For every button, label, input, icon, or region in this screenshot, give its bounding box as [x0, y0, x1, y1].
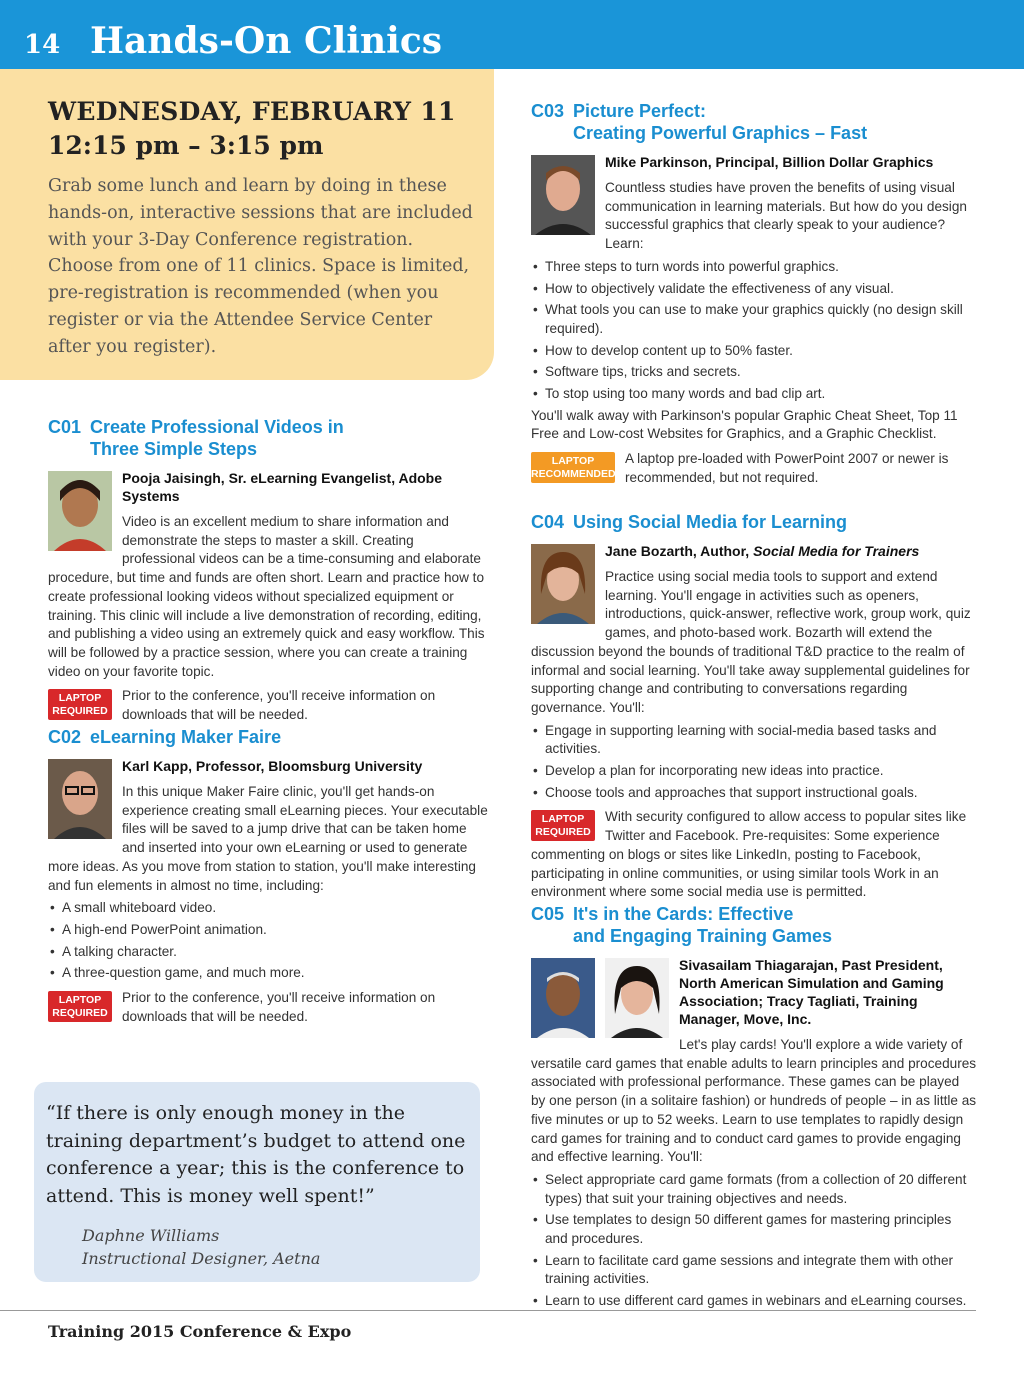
session-code: C04 — [531, 512, 565, 532]
session-title: C03 Picture Perfect: Creating Powerful Graphics – Fast — [531, 101, 868, 143]
quote-author-role: Instructional Designer, Aetna — [82, 1249, 321, 1268]
note-text: Prior to the conference, you'll receive information on downloads that will be needed. — [122, 688, 436, 723]
page-header — [0, 0, 1024, 69]
laptop-recommended-badge: LAPTOP RECOMMENDED — [531, 452, 615, 483]
note-text: A laptop pre-loaded with PowerPoint 2007 or newer is recommended, but not required. — [625, 451, 949, 485]
list-item: • How to develop content up to 50% faster. — [533, 342, 793, 358]
list-item: • Choose tools and approaches that support instructional goals. — [533, 784, 918, 800]
session-code: C01 — [48, 417, 82, 437]
bullet-list — [531, 722, 977, 803]
session-code: C05 — [531, 904, 565, 924]
intro-day: WEDNESDAY, FEBRUARY 11 — [48, 97, 456, 126]
session-note — [48, 989, 490, 1026]
session-title: C05 It's in the Cards: Effective and Engaging Training Games — [531, 904, 833, 946]
session-description: Countless studies have proven the benefits of using visual communication in learning materials. But how do you design successful graphics that clearly speak to your audience? Learn: — [605, 180, 967, 252]
laptop-required-badge: LAPTOP REQUIRED — [48, 991, 112, 1022]
session-code: C03 — [531, 101, 565, 121]
list-item: • Use templates to design 50 different games for mastering principles and procedures. — [533, 1212, 952, 1247]
note-text: Prior to the conference, you'll receive information on downloads that will be needed. — [122, 990, 436, 1024]
bullet-list — [48, 899, 490, 983]
list-item: • Three steps to turn words into powerful graphics. — [533, 258, 839, 274]
speaker-photo — [531, 958, 595, 1038]
list-item: • To stop using too many words and bad clip art. — [533, 386, 826, 402]
speaker-photo — [531, 544, 595, 624]
session-note — [48, 687, 490, 724]
speaker-photo — [605, 958, 669, 1038]
page-title: Hands-On Clinics — [90, 20, 443, 62]
list-item: • How to objectively validate the effectiveness of any visual. — [533, 280, 894, 296]
speaker-name: Pooja Jaisingh, Sr. eLearning Evangelist, Adobe Systems — [122, 470, 443, 504]
session-description: Practice using social media tools to support and extend learning. You'll engage in activities such as openers, introductions, quick-answer, reflective work, group work, quiz games, and photo-based work. Bozarth will extend the discussion beyond the bounds of traditional T&D practice to the realm of informal and social learning. You'll take away supplemental guidelines for supporting change and contributing to conversations regarding governance. You'll: — [531, 569, 971, 715]
list-item: • A high-end PowerPoint animation. — [50, 921, 267, 937]
footer-divider — [0, 1310, 976, 1311]
page-number: 14 — [24, 30, 61, 60]
session-takeaway: You'll walk away with Parkinson's popular Graphic Cheat Sheet, Top 11 Free and Low-cost Websites for Graphics, and a Graphic Checklist. — [531, 407, 958, 442]
session-c01 — [48, 416, 490, 725]
session-c03 — [531, 100, 977, 488]
session-title: C01 Create Professional Videos in Three Simple Steps — [48, 417, 344, 459]
quote-text: “If there is only enough money in the training department’s budget to attend one conference a year; this is the conference to attend. This is money well spent!” — [46, 1102, 466, 1207]
laptop-required-badge: LAPTOP REQUIRED — [48, 689, 112, 720]
list-item: • Develop a plan for incorporating new ideas into practice. — [533, 763, 884, 779]
list-item: • Engage in supporting learning with social-media based tasks and activities. — [533, 722, 937, 757]
list-item: • Select appropriate card game formats (from a collection of 20 different types) that suit your training objectives and needs. — [533, 1171, 967, 1206]
session-note — [531, 808, 977, 902]
bullet-list — [531, 258, 977, 404]
session-c02 — [48, 726, 490, 1026]
speaker-name: Sivasailam Thiagarajan, Past President, North American Simulation and Gaming Association; Tracy Tagliati, Training Manager, Move, Inc. — [679, 957, 944, 1027]
speaker-name: Jane Bozarth, Author, Social Media for Trainers — [605, 543, 920, 559]
session-description: In this unique Maker Faire clinic, you'll get hands-on experience creating small eLearning pieces. Your executable files will be saved to a jump drive that can be taken home and inserted into your own eLearning or used to generate more ideas. As you move from station to station, you'll make interesting and fun elements in almost no time, including: — [48, 784, 488, 893]
speaker-name: Mike Parkinson, Principal, Billion Dollar Graphics — [605, 154, 934, 170]
list-item: • A three-question game, and much more. — [50, 965, 305, 981]
session-c05 — [531, 903, 977, 1314]
list-item: • Software tips, tricks and secrets. — [533, 364, 741, 380]
laptop-required-badge: LAPTOP REQUIRED — [531, 810, 595, 841]
list-item: • Learn to facilitate card game sessions and integrate them with other training activities. — [533, 1252, 954, 1287]
bullet-list — [531, 1171, 977, 1311]
testimonial-quote — [34, 1082, 480, 1282]
session-note — [531, 450, 977, 487]
speaker-name: Karl Kapp, Professor, Bloomsburg University — [122, 758, 423, 774]
intro-body: Grab some lunch and learn by doing in these hands-on, interactive sessions that are included with your 3-Day Conference registration. Choose from one of 11 clinics. Space is limited, pre-registration is recommended (when you register or via the Attendee Service Center after you register). — [48, 176, 473, 357]
quote-author: Daphne Williams — [82, 1226, 220, 1245]
note-text: With security configured to allow access to popular sites like Twitter and Facebook. Pre-requisites: Some experience commenting on blogs or sites like LinkedIn, posting to Facebook, participating in online communities, or using similar tools Work in an environment where some social media use is permitted. — [531, 809, 967, 900]
speaker-photo — [531, 155, 595, 235]
list-item: • What tools you can use to make your graphics quickly (no design skill required). — [533, 302, 963, 336]
session-title: C02 eLearning Maker Faire — [48, 727, 282, 747]
intro-time: 12:15 pm – 3:15 pm — [48, 131, 324, 160]
session-code: C02 — [48, 727, 82, 747]
speaker-photo — [48, 759, 112, 839]
list-item: • Learn to use different card games in webinars and eLearning courses. — [533, 1293, 967, 1309]
session-description: Let's play cards! You'll explore a wide variety of versatile card games that enable adults to learn principles and procedures associated with professional performance. These games can be played by one person (in a solitaire fashion) or hundreds of people – in as little as five minutes or up to 52 weeks. Learn to use templates to rapidly design card games for training and to conduct card games to provide engaging and effective learning. You'll: — [531, 1037, 977, 1165]
list-item: • A small whiteboard video. — [50, 900, 217, 916]
footer-text: Training 2015 Conference & Expo — [48, 1322, 352, 1341]
session-c04 — [531, 511, 977, 902]
list-item: • A talking character. — [50, 943, 177, 959]
speaker-photo — [48, 471, 112, 551]
intro-box — [0, 69, 494, 380]
session-description: Video is an excellent medium to share information and demonstrate the steps to master a skill. Creating professional videos can be a time-consuming and elaborate procedure, but time and funds are often short. Learn and practice how to create professional looking videos without specialized equipment or training. This clinic will include a live demonstration of recording, editing, and publishing a video using an extremely quick and easy workflow. This will be followed by a practice session, where you can create a training video on your favorite topic. — [48, 514, 485, 679]
session-title: C04 Using Social Media for Learning — [531, 512, 848, 532]
